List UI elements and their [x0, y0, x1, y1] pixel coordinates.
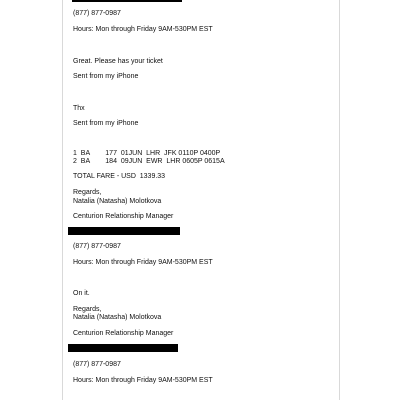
message-body: Thx	[73, 105, 85, 112]
message-body: Great. Please has your ticket	[73, 58, 163, 65]
itinerary-line: 1 BA 177 01JUN LHR JFK 0110P 0400P	[73, 150, 221, 157]
closing: Regards,	[73, 306, 102, 313]
phone-number: (877) 877-0987	[73, 243, 121, 250]
message-signature: Sent from my iPhone	[73, 73, 139, 80]
closing: Regards,	[73, 189, 102, 196]
redaction-bar	[68, 344, 178, 352]
office-hours: Hours: Mon through Friday 9AM-530PM EST	[73, 26, 213, 33]
sender-name: Natalia (Natasha) Molotkova	[73, 314, 162, 321]
sender-name: Natalia (Natasha) Molotkova	[73, 198, 162, 205]
total-fare: TOTAL FARE - USD 1339.33	[73, 173, 166, 180]
page-right-edge	[339, 0, 340, 400]
phone-number: (877) 877-0987	[73, 361, 121, 368]
sender-title: Centurion Relationship Manager	[73, 213, 174, 220]
message-signature: Sent from my iPhone	[73, 120, 139, 127]
redaction-bar	[68, 227, 180, 235]
sender-title: Centurion Relationship Manager	[73, 330, 174, 337]
office-hours: Hours: Mon through Friday 9AM-530PM EST	[73, 377, 213, 384]
office-hours: Hours: Mon through Friday 9AM-530PM EST	[73, 259, 213, 266]
redaction-bar	[72, 0, 182, 2]
message-body: On it.	[73, 290, 90, 297]
itinerary-line: 2 BA 184 09JUN EWR LHR 0605P 0615A	[73, 158, 225, 165]
page-left-edge	[62, 0, 63, 400]
phone-number: (877) 877-0987	[73, 10, 121, 17]
